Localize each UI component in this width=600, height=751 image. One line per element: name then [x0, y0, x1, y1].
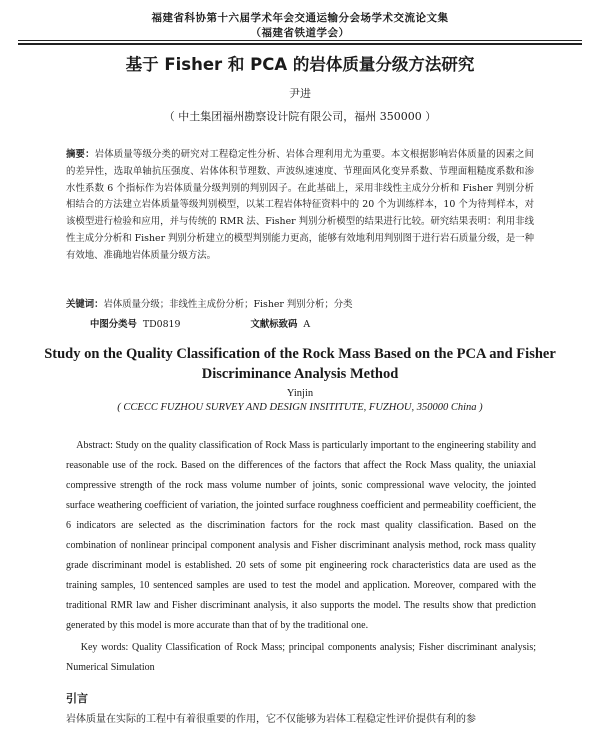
society-header: （福建省铁道学会）	[250, 27, 350, 39]
english-affiliation: ( CCECC FUZHOU SURVEY AND DESIGN INSITITUTE, FUZHOU, 350000 China )	[117, 402, 483, 413]
doc-code-label: 文献标致码	[250, 319, 298, 330]
clc-label: 中图分类号	[90, 319, 137, 330]
header-rule-thin	[18, 40, 582, 41]
chinese-title: 基于 Fisher 和 PCA 的岩体质量分级方法研究	[125, 55, 475, 74]
english-abstract-text: Study on the quality classification of Rock Mass is particularly important to the engineering stability and reasonable use of the rock. Based on the differences of the factors that affect the Rock Mass quality, the uniaxial compressive strength of the rock mass volume number of joints, sonic compressional wave velocity, the jointed surface weathering coefficient of variation, the jointed surface roughness coefficient and permeability coefficient, the 6 indicators are selected as the discrimination factors for the rock mast quality classification. Based on the combination of nonlinear principal component analysis and Fisher discriminant analysis method, rock mass quality grade discriminant model is established. 20 sets of some pit engineering rock characteristics data are used as the training samples, 10 sentenced samples are used to test the model and application. Moreover, compared with the traditional RMR law and Fisher discriminant analysis, it also supports the model. The results show that prediction generated by this model is more accurate than that of by the traditional one.	[66, 440, 537, 631]
chinese-abstract-label: 摘要：	[66, 149, 95, 160]
clc-value: TD0819	[142, 319, 181, 330]
english-title: Study on the Quality Classification of the Rock Mass Based on the PCA and Fisher Discriminance Analysis Method	[44, 346, 556, 382]
chinese-author: 尹进	[289, 87, 311, 100]
conference-header: 福建省科协第十六届学术年会交通运输分会场学术交流论文集	[151, 12, 449, 24]
english-keywords-text: Quality Classification of Rock Mass; principal components analysis; Fisher discriminant analysis; Numerical Simulation	[66, 642, 536, 673]
english-abstract-label: Abstract:	[76, 440, 113, 451]
body-paragraph: 岩体质量在实际的工程中有着很重要的作用，它不仅能够为岩体工程稳定性评价提供有利的参	[66, 714, 476, 725]
chinese-keywords-label: 关键词：	[66, 299, 104, 310]
chinese-keywords	[66, 297, 534, 313]
chinese-affiliation: （ 中土集团福州勘察设计院有限公司，福州 350000 ）	[163, 110, 437, 123]
english-author: Yinjin	[286, 388, 314, 399]
english-keywords-label: Key words:	[80, 642, 129, 653]
introduction-heading: 引言	[66, 692, 88, 705]
classification-line	[90, 317, 534, 333]
chinese-abstract	[66, 147, 534, 265]
chinese-abstract-text: 岩体质量等级分类的研究对工程稳定性分析、岩体合理利用尤为重要。本文根据影响岩体质量的因素之间的差异性，选取单轴抗压强度、岩体体积节理数、声波纵速速度、节理面风化变异系数、节理面粗糙度系数和渗水性系数 6 个指标作为岩体质量分级判别的判别因子。在此基础上，采用非线性主成分分析和 Fisher 判别分析相结合的方法建立岩体质量等级判别模型，以某工程岩体特征资料中的 20 个为训练样本，10 个为待判样本，对该模型进行检验和应用，并与传统的 RMR 法、Fisher 判别分析模型的结果进行比较。研究结果表明：利用非线性主成分分析和 Fisher 判别分析建立的模型判别能力更高，能够有效地利用判别图于进行岩石质量分级，是一种有效地、准确地岩体质量分级方法。	[66, 149, 534, 261]
header-rule-thick	[18, 43, 582, 45]
doc-code-value: A	[303, 319, 311, 330]
english-keywords	[66, 638, 536, 678]
english-abstract	[66, 436, 536, 636]
chinese-keywords-text: 岩体质量分级；非线性主成份分析；Fisher 判别分析；分类	[103, 299, 353, 310]
